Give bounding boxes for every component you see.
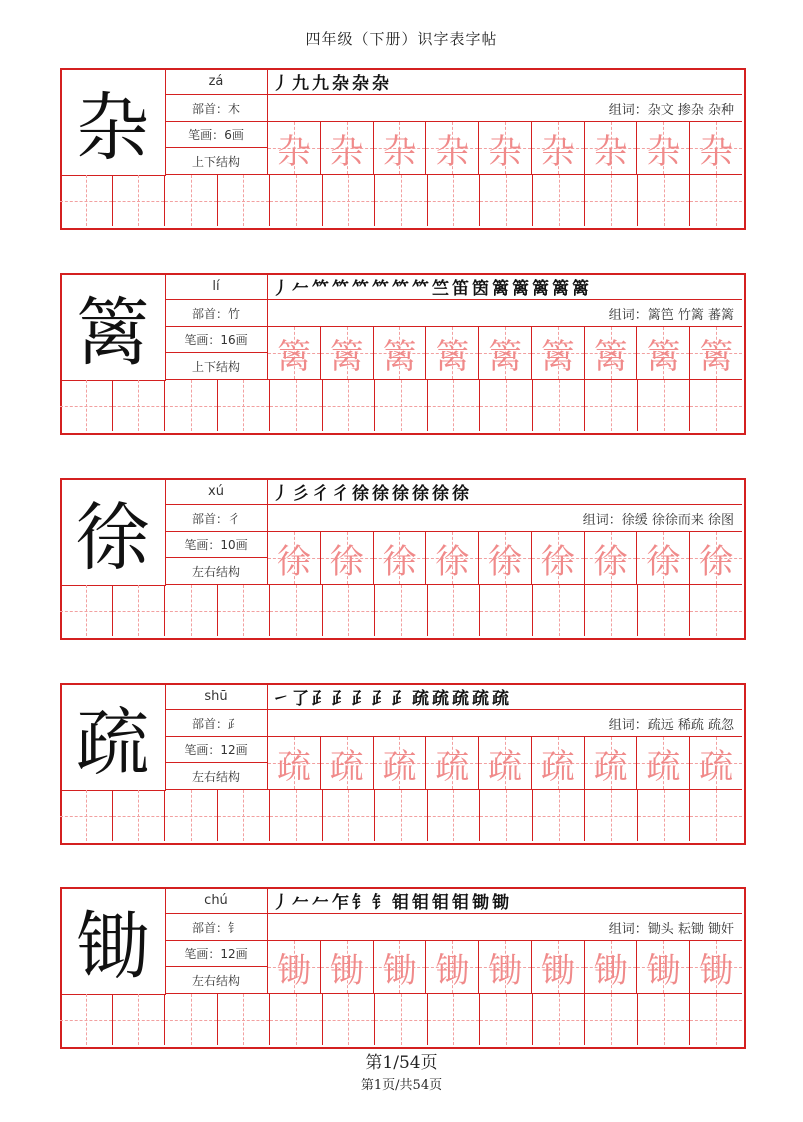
stroke-step: 钼 xyxy=(452,892,469,913)
practice-cell[interactable] xyxy=(165,175,218,226)
trace-character: 锄 xyxy=(488,950,523,991)
stroke-count-field xyxy=(165,326,268,353)
practice-cell[interactable] xyxy=(638,175,691,226)
trace-character: 锄 xyxy=(435,950,470,991)
trace-cell[interactable] xyxy=(532,327,585,379)
stroke-label: 笔画： xyxy=(184,743,221,757)
stroke-count-field xyxy=(165,736,268,763)
trace-cell[interactable] xyxy=(321,327,374,379)
main-character: 杂 xyxy=(60,68,166,176)
trace-cell[interactable] xyxy=(426,122,479,174)
trace-character: 徐 xyxy=(593,541,628,582)
trace-character: 杂 xyxy=(593,131,628,172)
stroke-label: 笔画： xyxy=(184,333,221,347)
pinyin: shū xyxy=(165,683,268,710)
trace-cell[interactable] xyxy=(268,327,321,379)
stroke-count: 16画 xyxy=(220,333,248,347)
practice-cell[interactable] xyxy=(428,585,481,636)
practice-cell[interactable] xyxy=(113,994,166,1045)
trace-character: 杂 xyxy=(699,131,734,172)
trace-cell[interactable] xyxy=(532,122,585,174)
radical-label: 部首： xyxy=(191,306,228,321)
trace-cell[interactable] xyxy=(374,737,427,789)
practice-cell[interactable] xyxy=(585,790,638,841)
trace-cell[interactable] xyxy=(479,737,532,789)
stroke-step: ⺪ xyxy=(392,688,409,709)
practice-cell[interactable] xyxy=(375,790,428,841)
words-label: 组词： xyxy=(582,512,622,528)
stroke-step: 筃 xyxy=(472,278,489,299)
practice-row xyxy=(60,175,742,226)
trace-cell[interactable] xyxy=(268,532,321,584)
character-card xyxy=(60,68,746,230)
trace-character: 疏 xyxy=(276,746,311,787)
stroke-step: 𥫗 xyxy=(372,278,389,299)
stroke-step: 𠂉 xyxy=(312,892,329,913)
trace-cell[interactable] xyxy=(585,532,638,584)
trace-cell[interactable] xyxy=(321,737,374,789)
radical: 竹 xyxy=(228,306,241,321)
trace-character: 篱 xyxy=(646,336,681,377)
practice-cell[interactable] xyxy=(165,790,218,841)
practice-row xyxy=(60,585,742,636)
trace-cell[interactable] xyxy=(532,737,585,789)
trace-character: 徐 xyxy=(329,541,364,582)
practice-cell[interactable] xyxy=(638,790,691,841)
stroke-step: 丿 xyxy=(272,483,289,504)
trace-character: 杂 xyxy=(646,131,681,172)
radical: ⺪ xyxy=(228,716,241,731)
trace-cell[interactable] xyxy=(690,532,742,584)
trace-cell[interactable] xyxy=(690,327,742,379)
trace-cell[interactable] xyxy=(479,941,532,993)
practice-cell[interactable] xyxy=(270,380,323,431)
trace-character: 徐 xyxy=(699,541,734,582)
stroke-step: 篱 xyxy=(572,278,589,299)
trace-cell[interactable] xyxy=(426,327,479,379)
trace-cell[interactable] xyxy=(321,122,374,174)
pinyin: lí xyxy=(165,273,268,300)
words: 疏远 稀疏 疏忽 xyxy=(647,717,734,733)
trace-cell[interactable] xyxy=(637,941,690,993)
stroke-step: 𥫗 xyxy=(392,278,409,299)
structure: 左右结构 xyxy=(165,967,268,994)
structure: 上下结构 xyxy=(165,148,268,175)
stroke-step: 钅 xyxy=(352,892,369,913)
practice-cell[interactable] xyxy=(533,585,586,636)
trace-cell[interactable] xyxy=(374,532,427,584)
trace-character: 杂 xyxy=(488,131,523,172)
stroke-step: 杂 xyxy=(352,73,369,94)
stroke-step: 篱 xyxy=(552,278,569,299)
stroke-step: 徐 xyxy=(392,483,409,504)
radical-field xyxy=(165,914,268,940)
character-card xyxy=(60,887,746,1049)
trace-character: 篱 xyxy=(435,336,470,377)
main-character: 徐 xyxy=(60,478,166,586)
stroke-step: 𠂉 xyxy=(292,278,309,299)
stroke-count-field xyxy=(165,940,268,967)
trace-character: 锄 xyxy=(276,950,311,991)
trace-row xyxy=(268,736,742,790)
trace-character: 杂 xyxy=(276,131,311,172)
stroke-order xyxy=(268,68,742,95)
trace-character: 疏 xyxy=(699,746,734,787)
word-examples xyxy=(268,505,742,531)
trace-character: 疏 xyxy=(646,746,681,787)
stroke-step: 丿 xyxy=(272,73,289,94)
stroke-step: 彳 xyxy=(312,483,329,504)
stroke-count: 10画 xyxy=(220,538,248,552)
practice-cell[interactable] xyxy=(690,380,742,431)
stroke-step: 笛 xyxy=(452,278,469,299)
pinyin: xú xyxy=(165,478,268,505)
trace-character: 徐 xyxy=(488,541,523,582)
word-examples xyxy=(268,300,742,326)
stroke-step: ⺪ xyxy=(352,688,369,709)
practice-cell[interactable] xyxy=(638,994,691,1045)
radical: 钅 xyxy=(228,920,241,935)
stroke-step: 钼 xyxy=(412,892,429,913)
radical-field xyxy=(165,505,268,531)
stroke-step: ⺪ xyxy=(372,688,389,709)
practice-cell[interactable] xyxy=(270,994,323,1045)
radical-field xyxy=(165,95,268,121)
trace-cell[interactable] xyxy=(585,327,638,379)
trace-cell[interactable] xyxy=(479,327,532,379)
stroke-step: 彳 xyxy=(332,483,349,504)
practice-cell[interactable] xyxy=(165,585,218,636)
page-number-large: 第1/54页 xyxy=(365,1053,438,1073)
stroke-step: 𥫗 xyxy=(412,278,429,299)
trace-cell[interactable] xyxy=(532,941,585,993)
practice-cell[interactable] xyxy=(218,175,271,226)
stroke-step: 疏 xyxy=(432,688,449,709)
stroke-order xyxy=(268,683,742,710)
structure: 上下结构 xyxy=(165,353,268,380)
stroke-step: 徐 xyxy=(412,483,429,504)
stroke-step: 篱 xyxy=(532,278,549,299)
trace-character: 徐 xyxy=(276,541,311,582)
trace-character: 锄 xyxy=(699,950,734,991)
stroke-count-field xyxy=(165,531,268,558)
page-title: 四年级（下册）识字表字帖 xyxy=(305,30,498,48)
practice-cell[interactable] xyxy=(585,175,638,226)
trace-cell[interactable] xyxy=(426,532,479,584)
radical: 彳 xyxy=(228,511,241,526)
practice-cell[interactable] xyxy=(323,790,376,841)
character-card xyxy=(60,273,746,435)
trace-character: 篱 xyxy=(329,336,364,377)
radical: 木 xyxy=(228,101,241,116)
trace-cell[interactable] xyxy=(374,327,427,379)
trace-character: 疏 xyxy=(382,746,417,787)
words: 锄头 耘锄 锄奸 xyxy=(647,921,734,937)
character-card xyxy=(60,478,746,640)
practice-cell[interactable] xyxy=(480,790,533,841)
trace-character: 疏 xyxy=(488,746,523,787)
pinyin: zá xyxy=(165,68,268,95)
trace-character: 徐 xyxy=(435,541,470,582)
stroke-step: 徐 xyxy=(452,483,469,504)
stroke-step: 𥫗 xyxy=(332,278,349,299)
trace-cell[interactable] xyxy=(479,122,532,174)
stroke-step: 丿 xyxy=(272,892,289,913)
practice-cell[interactable] xyxy=(480,585,533,636)
words-label: 组词： xyxy=(608,717,648,733)
trace-row xyxy=(268,531,742,585)
trace-character: 篱 xyxy=(540,336,575,377)
practice-cell[interactable] xyxy=(690,175,742,226)
practice-cell[interactable] xyxy=(60,790,113,841)
stroke-step: 杂 xyxy=(372,73,389,94)
practice-row xyxy=(60,380,742,431)
practice-cell[interactable] xyxy=(690,585,742,636)
stroke-step: 𥫗 xyxy=(352,278,369,299)
practice-cell[interactable] xyxy=(480,380,533,431)
practice-cell[interactable] xyxy=(533,790,586,841)
practice-cell[interactable] xyxy=(60,585,113,636)
trace-cell[interactable] xyxy=(321,941,374,993)
trace-cell[interactable] xyxy=(585,737,638,789)
radical-field xyxy=(165,300,268,326)
trace-cell[interactable] xyxy=(690,737,742,789)
stroke-label: 笔画： xyxy=(184,538,221,552)
practice-cell[interactable] xyxy=(323,585,376,636)
stroke-step: 九 xyxy=(292,73,309,94)
radical-field xyxy=(165,710,268,736)
trace-cell[interactable] xyxy=(426,737,479,789)
trace-cell[interactable] xyxy=(585,941,638,993)
trace-character: 杂 xyxy=(382,131,417,172)
stroke-step: 篱 xyxy=(492,278,509,299)
stroke-step: 疏 xyxy=(412,688,429,709)
trace-cell[interactable] xyxy=(585,122,638,174)
trace-cell[interactable] xyxy=(637,327,690,379)
practice-cell[interactable] xyxy=(428,380,481,431)
trace-character: 疏 xyxy=(329,746,364,787)
practice-cell[interactable] xyxy=(60,175,113,226)
trace-character: 杂 xyxy=(540,131,575,172)
practice-row xyxy=(60,994,742,1045)
practice-cell[interactable] xyxy=(375,380,428,431)
trace-character: 篱 xyxy=(382,336,417,377)
stroke-step: 丿 xyxy=(272,278,289,299)
trace-character: 疏 xyxy=(540,746,575,787)
trace-cell[interactable] xyxy=(374,122,427,174)
stroke-step: 乍 xyxy=(332,892,349,913)
trace-cell[interactable] xyxy=(637,532,690,584)
trace-cell[interactable] xyxy=(268,737,321,789)
practice-cell[interactable] xyxy=(690,994,742,1045)
practice-cell[interactable] xyxy=(585,380,638,431)
trace-character: 篱 xyxy=(699,336,734,377)
words-label: 组词： xyxy=(608,921,648,937)
practice-cell[interactable] xyxy=(113,790,166,841)
stroke-step: 疏 xyxy=(492,688,509,709)
trace-character: 徐 xyxy=(646,541,681,582)
practice-cell[interactable] xyxy=(270,585,323,636)
main-character: 篱 xyxy=(60,273,166,381)
practice-cell[interactable] xyxy=(428,175,481,226)
trace-character: 徐 xyxy=(540,541,575,582)
words: 篱笆 竹篱 蕃篱 xyxy=(647,307,734,323)
practice-cell[interactable] xyxy=(585,994,638,1045)
practice-cell[interactable] xyxy=(638,585,691,636)
stroke-step: 杂 xyxy=(332,73,349,94)
practice-cell[interactable] xyxy=(323,175,376,226)
pinyin: chú xyxy=(165,887,268,914)
trace-row xyxy=(268,326,742,380)
trace-cell[interactable] xyxy=(321,532,374,584)
stroke-step: 疏 xyxy=(452,688,469,709)
practice-cell[interactable] xyxy=(480,994,533,1045)
radical-label: 部首： xyxy=(191,101,228,116)
practice-cell[interactable] xyxy=(60,380,113,431)
stroke-step: 𥫗 xyxy=(312,278,329,299)
trace-cell[interactable] xyxy=(426,941,479,993)
trace-cell[interactable] xyxy=(268,941,321,993)
stroke-step: 竺 xyxy=(432,278,449,299)
trace-character: 锄 xyxy=(382,950,417,991)
practice-cell[interactable] xyxy=(533,380,586,431)
practice-cell[interactable] xyxy=(218,585,271,636)
practice-cell[interactable] xyxy=(218,380,271,431)
trace-cell[interactable] xyxy=(637,737,690,789)
word-examples xyxy=(268,710,742,736)
trace-cell[interactable] xyxy=(374,941,427,993)
structure: 左右结构 xyxy=(165,763,268,790)
trace-character: 锄 xyxy=(593,950,628,991)
words: 徐缓 徐徐而来 徐图 xyxy=(621,512,734,528)
stroke-count: 12画 xyxy=(220,743,248,757)
stroke-count: 12画 xyxy=(220,947,248,961)
words: 杂文 掺杂 杂种 xyxy=(647,102,734,118)
practice-cell[interactable] xyxy=(375,175,428,226)
trace-character: 杂 xyxy=(435,131,470,172)
trace-character: 杂 xyxy=(329,131,364,172)
word-examples xyxy=(268,95,742,121)
trace-cell[interactable] xyxy=(637,122,690,174)
stroke-count-field xyxy=(165,121,268,148)
stroke-step: 徐 xyxy=(372,483,389,504)
stroke-step: 篱 xyxy=(512,278,529,299)
main-character: 疏 xyxy=(60,683,166,791)
practice-cell[interactable] xyxy=(270,175,323,226)
radical-label: 部首： xyxy=(191,716,228,731)
trace-cell[interactable] xyxy=(268,122,321,174)
stroke-step: ㇀ xyxy=(272,688,289,709)
character-card xyxy=(60,683,746,845)
stroke-step: 徐 xyxy=(432,483,449,504)
practice-cell[interactable] xyxy=(375,585,428,636)
trace-row xyxy=(268,121,742,175)
stroke-step: 𠂉 xyxy=(292,892,309,913)
practice-cell[interactable] xyxy=(113,380,166,431)
practice-cell[interactable] xyxy=(165,994,218,1045)
stroke-step: ⺪ xyxy=(312,688,329,709)
stroke-count: 6画 xyxy=(224,128,244,142)
practice-cell[interactable] xyxy=(638,380,691,431)
page-number-small: 第1页/共54页 xyxy=(360,1078,443,1093)
practice-cell[interactable] xyxy=(165,380,218,431)
trace-row xyxy=(268,940,742,994)
trace-cell[interactable] xyxy=(532,532,585,584)
stroke-step: 钼 xyxy=(432,892,449,913)
practice-cell[interactable] xyxy=(480,175,533,226)
words-label: 组词： xyxy=(608,307,648,323)
stroke-step: 徐 xyxy=(352,483,369,504)
stroke-step: 了 xyxy=(292,688,309,709)
practice-cell[interactable] xyxy=(113,585,166,636)
trace-character: 锄 xyxy=(540,950,575,991)
structure: 左右结构 xyxy=(165,558,268,585)
trace-character: 篱 xyxy=(593,336,628,377)
practice-cell[interactable] xyxy=(533,175,586,226)
practice-cell[interactable] xyxy=(323,994,376,1045)
radical-label: 部首： xyxy=(191,920,228,935)
words-label: 组词： xyxy=(608,102,648,118)
practice-cell[interactable] xyxy=(690,790,742,841)
practice-cell[interactable] xyxy=(218,790,271,841)
trace-cell[interactable] xyxy=(479,532,532,584)
stroke-label: 笔画： xyxy=(188,128,225,142)
practice-cell[interactable] xyxy=(533,994,586,1045)
trace-character: 锄 xyxy=(646,950,681,991)
stroke-step: 九 xyxy=(312,73,329,94)
word-examples xyxy=(268,914,742,940)
stroke-label: 笔画： xyxy=(184,947,221,961)
stroke-step: 疏 xyxy=(472,688,489,709)
trace-character: 疏 xyxy=(435,746,470,787)
practice-cell[interactable] xyxy=(270,790,323,841)
main-character: 锄 xyxy=(60,887,166,995)
practice-cell[interactable] xyxy=(60,994,113,1045)
practice-cell[interactable] xyxy=(218,994,271,1045)
stroke-order xyxy=(268,478,742,505)
stroke-step: 彡 xyxy=(292,483,309,504)
practice-cell[interactable] xyxy=(323,380,376,431)
trace-character: 篱 xyxy=(488,336,523,377)
practice-cell[interactable] xyxy=(585,585,638,636)
trace-character: 疏 xyxy=(593,746,628,787)
practice-cell[interactable] xyxy=(375,994,428,1045)
practice-cell[interactable] xyxy=(428,790,481,841)
stroke-step: ⺪ xyxy=(332,688,349,709)
practice-cell[interactable] xyxy=(113,175,166,226)
trace-cell[interactable] xyxy=(690,941,742,993)
stroke-step: 钅 xyxy=(372,892,389,913)
practice-cell[interactable] xyxy=(428,994,481,1045)
trace-character: 篱 xyxy=(276,336,311,377)
trace-character: 徐 xyxy=(382,541,417,582)
stroke-step: 钼 xyxy=(392,892,409,913)
trace-character: 锄 xyxy=(329,950,364,991)
practice-row xyxy=(60,790,742,841)
stroke-order xyxy=(268,273,742,300)
stroke-order xyxy=(268,887,742,914)
trace-cell[interactable] xyxy=(690,122,742,174)
stroke-step: 锄 xyxy=(472,892,489,913)
stroke-step: 锄 xyxy=(492,892,509,913)
radical-label: 部首： xyxy=(191,511,228,526)
